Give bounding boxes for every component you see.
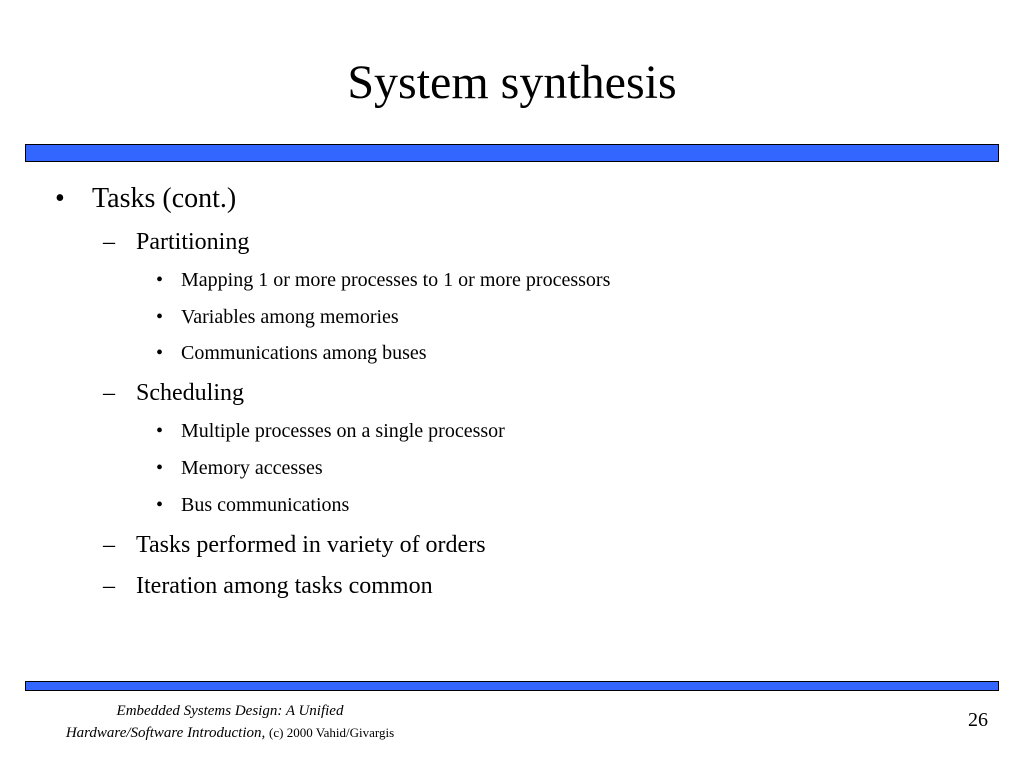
list-item-text: Mapping 1 or more processes to 1 or more processors — [181, 269, 611, 291]
bullet-marker: • — [156, 306, 164, 328]
list-item-text: Tasks (cont.) — [92, 183, 237, 214]
list-item-text: Variables among memories — [181, 306, 399, 328]
bullet-marker: • — [156, 494, 164, 516]
bullet-marker: • — [156, 269, 164, 291]
dash-marker: – — [103, 532, 115, 558]
dash-marker: – — [103, 229, 115, 255]
bullet-marker: • — [156, 457, 164, 479]
bullet-marker: • — [156, 342, 164, 364]
list-item-text: Memory accesses — [181, 457, 323, 479]
footer-book-title-line1: Embedded Systems Design: A Unified — [116, 703, 344, 719]
list-item-text: Communications among buses — [181, 342, 427, 364]
list-item-text: Multiple processes on a single processor — [181, 420, 505, 442]
dash-marker: – — [103, 573, 115, 599]
list-item-text: Tasks performed in variety of orders — [136, 532, 486, 558]
list-item-text: Scheduling — [136, 380, 244, 406]
bullet-marker: • — [156, 420, 164, 442]
dash-marker: – — [103, 380, 115, 406]
bottom-divider-bar — [25, 681, 999, 691]
list-item-text: Iteration among tasks common — [136, 573, 433, 599]
page-number: 26 — [968, 709, 988, 731]
footer-book-title-line2: Hardware/Software Introduction, — [65, 725, 266, 741]
footer-copyright: (c) 2000 Vahid/Givargis — [269, 725, 395, 740]
footer-citation — [0, 700, 460, 744]
list-item-text: Partitioning — [136, 229, 250, 255]
list-item-text: Bus communications — [181, 494, 350, 516]
bullet-marker: • — [55, 183, 65, 214]
slide-title: System synthesis — [347, 56, 677, 109]
